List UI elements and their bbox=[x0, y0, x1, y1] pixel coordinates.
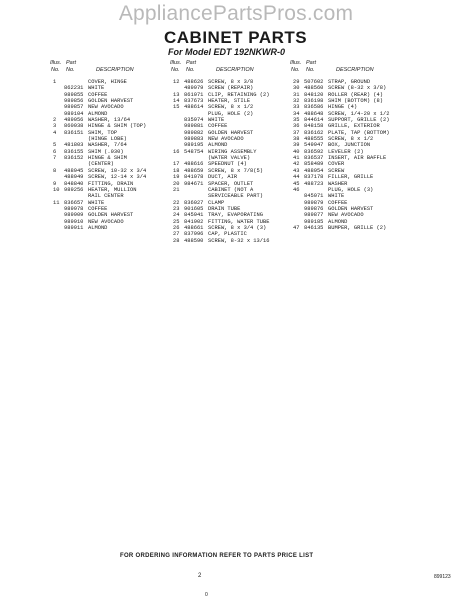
part-description: SCREW, 8 x 3/4 (3) bbox=[208, 224, 267, 231]
part-number: 488954 bbox=[304, 167, 324, 174]
illus-number: 3 bbox=[53, 123, 57, 130]
part-description: COFFEE bbox=[88, 91, 108, 98]
header-label: No. bbox=[306, 67, 315, 73]
part-description: RAIL CENTER bbox=[88, 193, 124, 200]
part-description: SCREW bbox=[328, 167, 345, 174]
part-description: ALMOND bbox=[328, 218, 348, 225]
part-number: 548754 bbox=[184, 148, 204, 155]
part-description: COVER bbox=[328, 161, 345, 168]
header-label: Part bbox=[66, 60, 77, 66]
part-description: WIRING ASSEMBLY bbox=[208, 148, 257, 155]
part-description: WHITE bbox=[208, 117, 225, 124]
page-subtitle: For Model EDT 192NKWR-0 bbox=[168, 47, 286, 57]
illus-number: 29 bbox=[293, 79, 300, 85]
part-number: 488661 bbox=[184, 224, 204, 231]
illus-number: 8 bbox=[53, 167, 57, 174]
part-number: 489979 bbox=[184, 85, 204, 92]
illus-number: 7 bbox=[53, 155, 57, 162]
part-description: ROLLER (REAR) (4) bbox=[328, 91, 383, 98]
illus-number: 18 bbox=[173, 167, 180, 174]
watermark: AppliancePartsPros.com bbox=[118, 2, 354, 25]
part-description: GOLDEN HARVEST bbox=[88, 212, 134, 219]
part-number: 488555 bbox=[304, 136, 324, 143]
part-number: 835974 bbox=[184, 117, 204, 124]
page-title: CABINET PARTS bbox=[164, 28, 308, 47]
part-number: 989876 bbox=[304, 205, 324, 212]
illus-number: 20 bbox=[173, 180, 180, 187]
part-number: 862231 bbox=[64, 85, 84, 92]
part-number: 989856 bbox=[64, 98, 84, 105]
part-description: SHIM (.030) bbox=[88, 148, 124, 155]
part-number: 989185 bbox=[304, 218, 324, 225]
part-number: 989256 bbox=[64, 186, 84, 193]
part-number: 989882 bbox=[184, 129, 204, 136]
illus-number: 47 bbox=[293, 224, 300, 231]
header-label: No. bbox=[66, 67, 75, 73]
part-description: STRAP, GROUND bbox=[328, 79, 371, 85]
part-description: HINGE & SHIM bbox=[88, 155, 127, 162]
part-number: 488949 bbox=[64, 174, 84, 181]
part-description: PLATE, TAP (BOTTOM) bbox=[328, 129, 390, 136]
part-number: 841902 bbox=[184, 218, 204, 225]
part-description: SCREW, 8-32 x 13/16 bbox=[208, 237, 270, 244]
part-number: 860038 bbox=[64, 123, 84, 130]
page-number: 2 bbox=[198, 573, 202, 579]
part-description: SCREW (8-32 x 3/8) bbox=[328, 85, 387, 92]
part-description: TRAY, EVAPORATING bbox=[208, 212, 263, 219]
header-label: DESCRIPTION bbox=[96, 67, 134, 73]
part-description: SUPPORT, GRILLE (2) bbox=[328, 117, 390, 124]
illus-number: 22 bbox=[173, 199, 180, 206]
illus-number: 36 bbox=[293, 123, 300, 130]
part-description: ALMOND bbox=[88, 110, 108, 117]
part-number: 488648 bbox=[304, 110, 324, 117]
part-description: NEW AVOCADO bbox=[88, 218, 124, 225]
illus-number: 30 bbox=[293, 85, 300, 92]
illus-number: 14 bbox=[173, 98, 180, 105]
part-number: 488659 bbox=[184, 167, 204, 174]
header-label: No. bbox=[186, 67, 195, 73]
part-description: SCREW, 8 x 1/2 bbox=[328, 136, 374, 143]
part-number: 901605 bbox=[184, 205, 204, 212]
part-description: WHITE bbox=[88, 199, 105, 206]
part-number: 989881 bbox=[184, 123, 204, 130]
part-number: 481803 bbox=[64, 142, 84, 149]
part-description: (CENTER) bbox=[88, 161, 114, 168]
part-description: PLUG, HOLE (2) bbox=[208, 110, 254, 117]
part-number: 848158 bbox=[304, 123, 324, 130]
illus-number: 5 bbox=[53, 142, 57, 149]
part-number: 488626 bbox=[184, 79, 204, 85]
illus-number: 39 bbox=[293, 142, 300, 149]
part-description: DRAIN TUBE bbox=[208, 205, 241, 212]
part-number: 989857 bbox=[64, 104, 84, 111]
part-description: WHITE bbox=[328, 193, 345, 200]
part-number: 836198 bbox=[304, 98, 324, 105]
illus-number: 33 bbox=[293, 104, 300, 111]
illus-number: 6 bbox=[53, 148, 57, 155]
part-number: 507602 bbox=[304, 79, 324, 85]
part-number: 836657 bbox=[64, 199, 84, 206]
part-description: NEW AVOCADO bbox=[88, 104, 124, 111]
part-description: SCREW, 8 x 7/8(5) bbox=[208, 167, 263, 174]
part-description: GOLDEN HARVEST bbox=[328, 205, 374, 212]
part-number: 989879 bbox=[304, 199, 324, 206]
part-number: 836162 bbox=[304, 129, 324, 136]
part-number: 846135 bbox=[304, 224, 324, 231]
part-number: 989911 bbox=[64, 224, 84, 231]
part-number: 836151 bbox=[64, 129, 84, 136]
header-label: No. bbox=[291, 67, 300, 73]
part-number: 488590 bbox=[184, 237, 204, 244]
part-description: SPEEDNUT (4) bbox=[208, 161, 247, 168]
illus-number: 24 bbox=[173, 212, 180, 219]
part-number: 488560 bbox=[304, 85, 324, 92]
illus-number: 4 bbox=[53, 129, 57, 136]
part-number: 837996 bbox=[184, 231, 204, 238]
part-description: HEATER, MULLION bbox=[88, 186, 137, 193]
illus-number: 23 bbox=[173, 205, 180, 212]
part-description: SCREW, 8 x 3/8 bbox=[208, 79, 254, 85]
part-description: SCREW, 12-14 x 3/4 bbox=[88, 174, 147, 181]
header-label: No. bbox=[171, 67, 180, 73]
header-label: Part bbox=[306, 60, 317, 66]
part-number: 858489 bbox=[304, 161, 324, 168]
part-description: INSERT, AIR BAFFLE bbox=[328, 155, 387, 162]
document-code: 899123 bbox=[434, 574, 451, 580]
part-number: 488614 bbox=[184, 104, 204, 111]
illus-number: 35 bbox=[293, 117, 300, 124]
part-number: 845941 bbox=[184, 212, 204, 219]
illus-number: 34 bbox=[293, 110, 300, 117]
part-number: 837178 bbox=[304, 174, 324, 181]
part-number: 488723 bbox=[304, 180, 324, 187]
part-number: 848840 bbox=[64, 180, 84, 187]
part-number: 841078 bbox=[184, 174, 204, 181]
part-description: GOLDEN HARVEST bbox=[208, 129, 254, 136]
part-number: 989978 bbox=[64, 205, 84, 212]
part-description: SPACER, OUTLET bbox=[208, 180, 254, 187]
part-description: COFFEE bbox=[88, 205, 108, 212]
part-number: 836027 bbox=[184, 199, 204, 206]
illus-number: 19 bbox=[173, 174, 180, 181]
illus-number: 41 bbox=[293, 155, 300, 162]
illus-number: 31 bbox=[293, 91, 300, 98]
part-description: HINGE (4) bbox=[328, 104, 358, 111]
part-description: NEW AVOCADO bbox=[328, 212, 364, 219]
illus-number: 38 bbox=[293, 136, 300, 143]
part-description: NEW AVOCADO bbox=[208, 136, 244, 143]
part-number: 836592 bbox=[304, 148, 324, 155]
illus-number: 2 bbox=[53, 117, 57, 124]
part-description: FITTING, DRAIN bbox=[88, 180, 134, 187]
part-description: SHIM, TOP bbox=[88, 129, 118, 136]
part-number: 488616 bbox=[184, 161, 204, 168]
illus-number: 32 bbox=[293, 98, 300, 105]
part-description: FITTING, WATER TUBE bbox=[208, 218, 270, 225]
illus-number: 40 bbox=[293, 148, 300, 155]
part-description: DUCT, AIR bbox=[208, 174, 238, 181]
part-description: SHIM (BOTTOM) (8) bbox=[328, 98, 383, 105]
part-description: WASHER bbox=[328, 180, 348, 187]
part-description: COVER, HINGE bbox=[88, 79, 127, 85]
header-label: Part bbox=[186, 60, 197, 66]
part-description: LEVELER (2) bbox=[328, 148, 364, 155]
part-description: CABINET (NOT A bbox=[208, 186, 254, 193]
illus-number: 13 bbox=[173, 91, 180, 98]
part-number: 984671 bbox=[184, 180, 204, 187]
part-description: (HINGE LOBE) bbox=[88, 136, 127, 143]
illus-number: 1 bbox=[53, 79, 57, 85]
header-label: DESCRIPTION bbox=[216, 67, 254, 73]
part-description: ALMOND bbox=[208, 142, 228, 149]
illus-number: 10 bbox=[53, 186, 60, 193]
illus-number: 15 bbox=[173, 104, 180, 111]
illus-number: 11 bbox=[53, 199, 60, 206]
header-label: No. bbox=[51, 67, 60, 73]
part-number: 488945 bbox=[64, 167, 84, 174]
part-number: 836537 bbox=[304, 155, 324, 162]
ordering-note: FOR ORDERING INFORMATION REFER TO PARTS PRICE LIST bbox=[120, 553, 314, 559]
part-description: PLUG, HOLE (3) bbox=[328, 186, 374, 193]
part-number: 844614 bbox=[304, 117, 324, 124]
illus-number: 9 bbox=[53, 180, 57, 187]
illus-number: 25 bbox=[173, 218, 180, 225]
part-number: 861071 bbox=[184, 91, 204, 98]
illus-number: 27 bbox=[173, 231, 180, 238]
part-number: 989883 bbox=[184, 136, 204, 143]
part-number: 989855 bbox=[64, 91, 84, 98]
part-description: WHITE bbox=[88, 85, 105, 92]
part-description: WASHER, 13/64 bbox=[88, 117, 131, 124]
part-number: 836155 bbox=[64, 148, 84, 155]
part-description: GRILLE, EXTERIOR bbox=[328, 123, 380, 130]
part-description: HEATER, STILE bbox=[208, 98, 251, 105]
header-label: DESCRIPTION bbox=[336, 67, 374, 73]
part-number: 489056 bbox=[64, 117, 84, 124]
illus-number: 12 bbox=[173, 79, 180, 85]
part-description: FILLER, GRILLE bbox=[328, 174, 374, 181]
bottom-mark: 0 bbox=[205, 592, 208, 598]
header-label: Illus. bbox=[170, 60, 182, 66]
part-number: 989877 bbox=[304, 212, 324, 219]
illus-number: 16 bbox=[173, 148, 180, 155]
part-number: 837673 bbox=[184, 98, 204, 105]
part-description: COFFEE bbox=[328, 199, 348, 206]
illus-number: 46 bbox=[293, 186, 300, 193]
part-description: SCREW, 8 x 1/2 bbox=[208, 104, 254, 111]
part-description: COFFEE bbox=[208, 123, 228, 130]
part-description: SCREW, 1/4-20 x 1/2 bbox=[328, 110, 390, 117]
illus-number: 42 bbox=[293, 161, 300, 168]
part-description: CAP, PLASTIC bbox=[208, 231, 247, 238]
part-description: BUMPER, GRILLE (2) bbox=[328, 224, 387, 231]
part-number: 845071 bbox=[304, 193, 324, 200]
part-number: 989909 bbox=[64, 212, 84, 219]
illus-number: 45 bbox=[293, 180, 300, 187]
illus-number: 26 bbox=[173, 224, 180, 231]
illus-number: 17 bbox=[173, 161, 180, 168]
part-number: 989910 bbox=[64, 218, 84, 225]
illus-number: 21 bbox=[173, 186, 180, 193]
part-description: CLAMP bbox=[208, 199, 225, 206]
part-description: BOX, JUNCTION bbox=[328, 142, 371, 149]
header-label: Illus. bbox=[290, 60, 302, 66]
part-number: 989104 bbox=[64, 110, 84, 117]
part-description: CLIP, RETAINING (2) bbox=[208, 91, 270, 98]
header-label: Illus. bbox=[50, 60, 62, 66]
part-number: 848120 bbox=[304, 91, 324, 98]
part-description: GOLDEN HARVEST bbox=[88, 98, 134, 105]
illus-number: 37 bbox=[293, 129, 300, 136]
part-number: 836586 bbox=[304, 104, 324, 111]
part-number: 836152 bbox=[64, 155, 84, 162]
part-number: 549947 bbox=[304, 142, 324, 149]
part-description: SCREW (REPAIR) bbox=[208, 85, 254, 92]
part-description: (WATER VALVE) bbox=[208, 155, 251, 162]
part-description: HINGE & SHIM (TOP) bbox=[88, 123, 147, 130]
illus-number: 43 bbox=[293, 167, 300, 174]
part-number: 989195 bbox=[184, 142, 204, 149]
part-description: ALMOND bbox=[88, 224, 108, 231]
illus-number: 28 bbox=[173, 237, 180, 244]
part-description: SERVICEABLE PART) bbox=[208, 193, 263, 200]
illus-number: 44 bbox=[293, 174, 300, 181]
part-description: SCREW, 10-32 x 3/4 bbox=[88, 167, 147, 174]
part-description: WASHER, 7/64 bbox=[88, 142, 127, 149]
